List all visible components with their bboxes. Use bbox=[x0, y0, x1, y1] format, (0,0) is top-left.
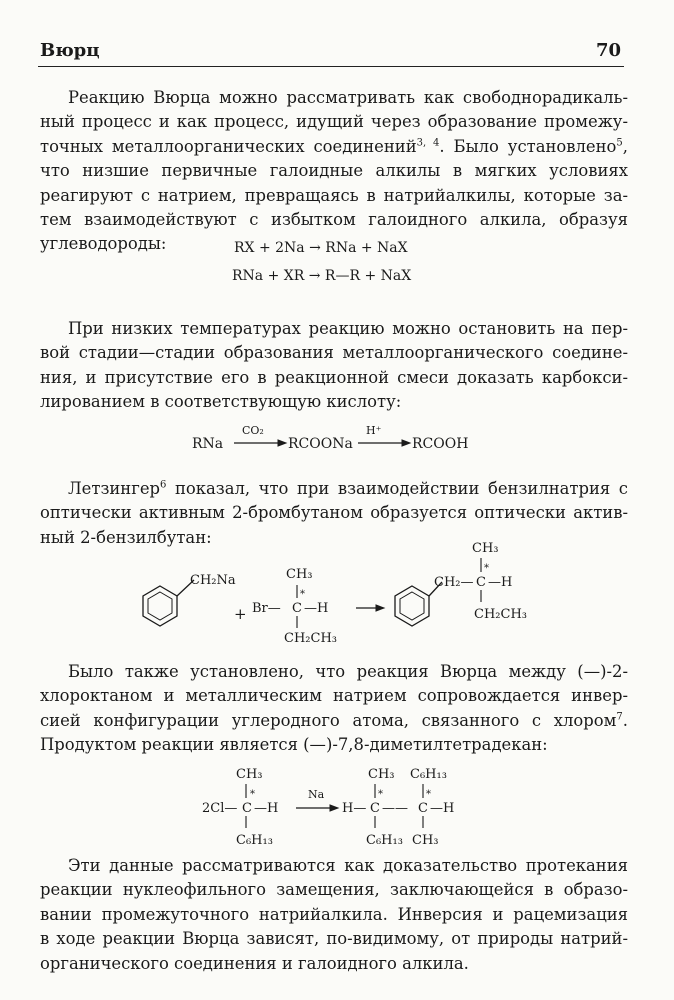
reagent-h: H⁺ bbox=[366, 424, 382, 437]
text-line: Летзингер$^6$ показал, что при взаимодействии бензилнатрия с bbox=[68, 479, 628, 498]
chloro-prefix: 2Cl— bbox=[202, 801, 238, 816]
header-rule bbox=[38, 66, 624, 67]
text-line: вании промежуточного натрийалкила. Инверсия и рацемизация bbox=[40, 904, 628, 924]
hexyl-bottom: C₆H₁₃ bbox=[366, 833, 403, 848]
text-line: хлороктаном и металлическим натрием сопровождается инвер- bbox=[40, 686, 628, 706]
hexyl-bottom: C₆H₁₃ bbox=[236, 833, 273, 848]
product-rcooh: RCOOH bbox=[412, 436, 469, 452]
chiral-carbon: C bbox=[418, 801, 428, 816]
page-number: 70 bbox=[596, 40, 622, 61]
text-line: что низшие первичные галоидные алкилы в мягких условиях bbox=[40, 161, 628, 181]
text-line: в ходе реакции Вюрца зависят, по-видимому, от природы натрий- bbox=[40, 929, 628, 949]
ethyl-bottom: CH₂CH₃ bbox=[474, 607, 527, 622]
hydrogen: —H bbox=[304, 601, 329, 616]
ethyl-bottom: CH₂CH₃ bbox=[284, 631, 337, 646]
methyl-top: CH₃ bbox=[236, 767, 263, 782]
benzyl-substituent: CH₂Na bbox=[190, 573, 236, 588]
text-line: Было также установлено, что реакция Вюрца между (—)-2- bbox=[68, 662, 628, 681]
footnote-ref: 5 bbox=[616, 137, 623, 149]
benzylation-scheme bbox=[120, 538, 540, 650]
text-line: сией конфигурации углеродного атома, связанного с хлором$^7$. bbox=[40, 710, 628, 730]
arrowhead bbox=[278, 440, 286, 446]
product-h: H— bbox=[342, 801, 367, 816]
running-header-title: Вюрц bbox=[40, 40, 100, 61]
chiral-carbon: C bbox=[242, 801, 252, 816]
footnote-ref: 3, 4 bbox=[416, 137, 440, 149]
chirality-star: * bbox=[300, 589, 305, 600]
text-line: Реакцию Вюрца можно рассматривать как свободнорадикаль- bbox=[68, 88, 628, 107]
text-line: При низких температурах реакцию можно остановить на пер- bbox=[68, 319, 628, 338]
text-line: лированием в соответствующую кислоту: bbox=[40, 392, 402, 412]
paragraph-1 bbox=[40, 86, 628, 257]
chiral-carbon: C bbox=[476, 575, 486, 590]
text-line: оптически активным 2-бромбутаном образуется оптически актив- bbox=[40, 503, 628, 523]
text-line: вой стадии—стадии образования металлоорганического соедине- bbox=[40, 343, 628, 363]
text-line: ния, и присутствие его в реакционной смеси доказать карбокси- bbox=[40, 367, 628, 387]
equation-1: RX + 2Na → RNa + NaX bbox=[234, 240, 408, 256]
cc-bond: —— bbox=[382, 801, 408, 816]
plus-sign: + bbox=[234, 605, 247, 623]
benzene-ring bbox=[143, 580, 194, 626]
carboxylation-equation bbox=[180, 418, 500, 458]
hydrogen: —H bbox=[430, 801, 455, 816]
hexyl-top: C₆H₁₃ bbox=[410, 767, 447, 782]
arrowhead bbox=[330, 805, 338, 811]
chiral-carbon: C bbox=[292, 601, 302, 616]
text-line: тем взаимодействуют с избытком галоидного алкила, образуя bbox=[40, 209, 628, 229]
hydrogen: —H bbox=[254, 801, 279, 816]
dimerization-scheme bbox=[196, 760, 486, 852]
methyl-top: CH₃ bbox=[472, 541, 499, 556]
text-line: Эти данные рассматриваются как доказательство протекания bbox=[68, 856, 628, 875]
chirality-star: * bbox=[250, 789, 255, 800]
reagent-na: Na bbox=[308, 788, 325, 801]
text-line: углеводороды: bbox=[40, 234, 167, 254]
text-line: ный процесс и как процесс, идущий через образование промежу- bbox=[40, 112, 628, 132]
text-line: органического соединения и галоидного алкила. bbox=[40, 953, 469, 973]
paragraph-4 bbox=[40, 660, 628, 758]
intermediate-rcoona: RCOONa bbox=[288, 436, 353, 452]
methyl-top: CH₃ bbox=[286, 567, 313, 582]
methyl-bottom: CH₃ bbox=[412, 833, 439, 848]
equation-2: RNa + XR → R—R + NaX bbox=[232, 268, 412, 284]
text-line: Продуктом реакции является (—)-7,8-диметилтетрадекан: bbox=[40, 735, 548, 755]
arrowhead bbox=[376, 605, 384, 611]
chiral-carbon: C bbox=[370, 801, 380, 816]
chirality-star: * bbox=[484, 563, 489, 574]
hydrogen: —H bbox=[488, 575, 513, 590]
bromine: Br— bbox=[252, 601, 281, 616]
text-line: реагируют с натрием, превращаясь в натрийалкилы, которые за- bbox=[40, 185, 628, 205]
arrowhead bbox=[402, 440, 410, 446]
methyl-top: CH₃ bbox=[368, 767, 395, 782]
text-line: ный 2-бензилбутан: bbox=[40, 527, 212, 547]
paragraph-2 bbox=[40, 317, 628, 415]
text-line: реакции нуклеофильного замещения, заключающейся в образо- bbox=[40, 880, 628, 900]
paragraph-5 bbox=[40, 854, 628, 976]
text-line: точных металлоорганических соединений$^{3, 4}$. Было установлено$^5$, bbox=[40, 136, 628, 156]
chirality-star: * bbox=[378, 789, 383, 800]
reactant-rna: RNa bbox=[192, 436, 224, 452]
chirality-star: * bbox=[426, 789, 431, 800]
footnote-ref: 6 bbox=[160, 479, 167, 491]
footnote-ref: 7 bbox=[616, 711, 623, 723]
product-chain: CH₂— bbox=[434, 575, 474, 590]
reagent-co2: CO₂ bbox=[242, 424, 264, 437]
